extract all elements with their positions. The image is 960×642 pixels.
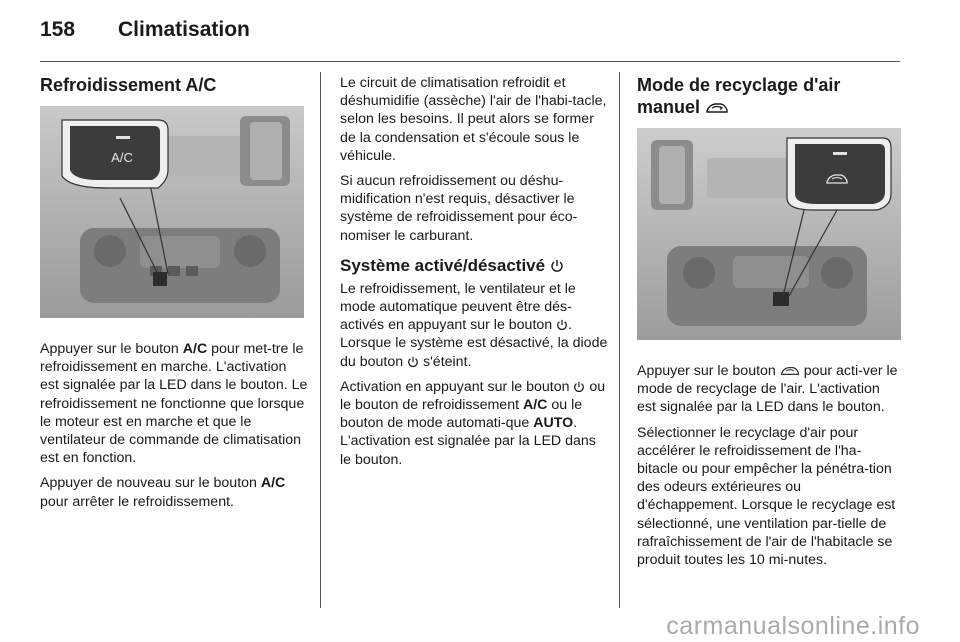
header-divider xyxy=(40,61,900,62)
recirculation-icon xyxy=(780,365,800,377)
section-heading-recirculation: Mode de recyclage d'air manuel xyxy=(637,75,841,117)
column-1 xyxy=(40,74,308,518)
ac-panel-figure xyxy=(40,106,304,318)
recirculation-icon xyxy=(705,101,729,115)
section-heading-ac: Refroidissement A/C xyxy=(40,75,217,95)
page-number: 158 xyxy=(40,18,76,41)
col2-para-4: Activation en appuyant sur le bouton ou le bouton de refroidissement A/C ou le bouton de mode automati-que AUTO. L'activation est signalée par la LED dans le bouton. xyxy=(340,378,606,468)
power-icon xyxy=(550,259,564,273)
ac-button-label: A/C xyxy=(111,150,133,165)
col2-para-2: Si aucun refroidissement ou déshu-midification n'est requis, désactiver le système de refroidissement pour éco-nomiser le carburant. xyxy=(340,173,578,244)
ac-para-1: Appuyer sur le bouton A/C pour met-tre le refroidissement en marche. L'activation est signalée par la LED dans le bouton. Le refroidissement ne fonctionne que lorsque le moteur est en marche et que le ventilateur de commande de climatisation est en fonction. xyxy=(40,341,308,467)
recirc-para-2: Sélectionner le recyclage d'air pour accélérer le refroidissement de l'ha-bitacle ou pour empêcher la pénétra-tion des odeurs extérieures ou d'échappement. Lorsque le recyclage est sélectionné, une ventilation par-tielle de rafraîchissement de l'air de l'habitacle se produit toutes les 10 mi-nutes. xyxy=(637,424,896,569)
ac-para-2: Appuyer de nouveau sur le bouton A/C pour arrêter le refroidissement. xyxy=(40,475,286,510)
column-divider-1 xyxy=(320,72,321,608)
col2-para-3: Le refroidissement, le ventilateur et le mode automatique peuvent être dés-activés en appuyant sur le bouton . Lorsque le système est désactivé, la diode du bouton s'éteint. xyxy=(340,280,608,370)
recirculation-panel-figure xyxy=(637,128,901,340)
col2-para-1: Le circuit de climatisation refroidit et déshumidifie (assèche) l'air de l'habi-tacle, selon les besoins. Il peut alors se former de la condensation et s'écoule sous le véhicule. xyxy=(340,75,607,164)
recirc-para-1: Appuyer sur le bouton pour acti-ver le mode de recyclage de l'air. L'activation est signalée par la LED dans le bouton. xyxy=(637,363,898,416)
column-3 xyxy=(637,74,901,576)
power-icon xyxy=(573,381,585,393)
footer-watermark: carmanualsonline.info xyxy=(666,612,920,640)
power-icon xyxy=(556,319,568,331)
page-header xyxy=(40,14,920,54)
page-title: Climatisation xyxy=(118,18,250,41)
power-icon xyxy=(407,356,419,368)
section-heading-onoff: Système activé/désactivé xyxy=(340,255,608,276)
column-divider-2 xyxy=(619,72,620,608)
column-2 xyxy=(340,74,608,476)
